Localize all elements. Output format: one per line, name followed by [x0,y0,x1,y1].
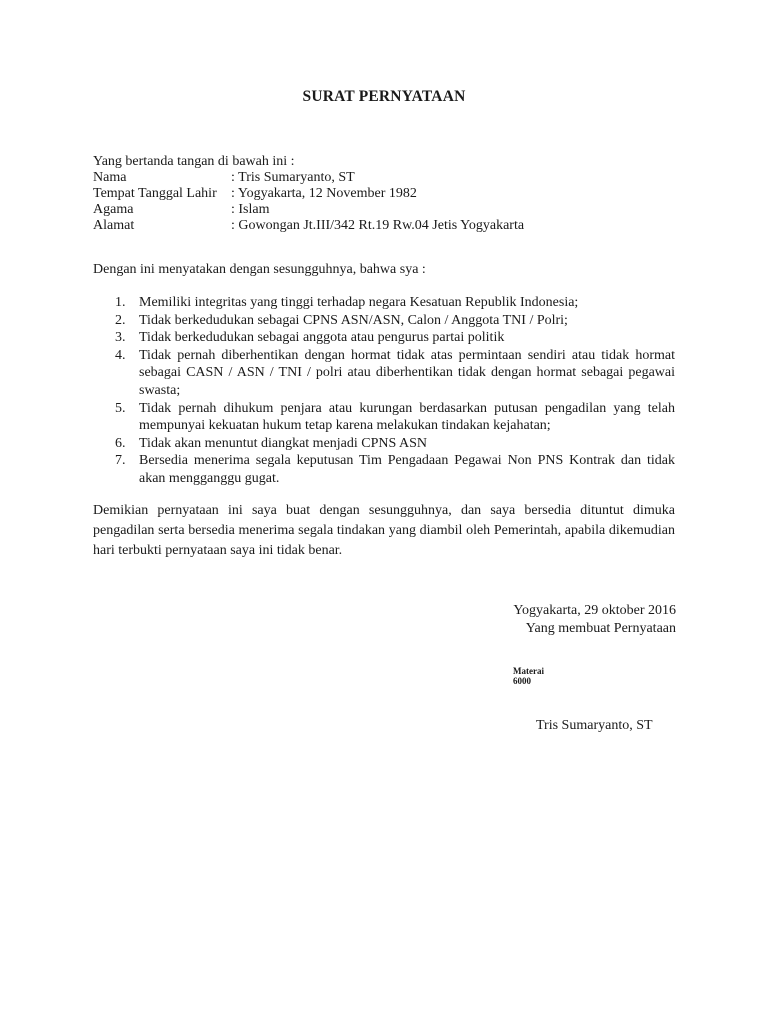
list-text: Tidak pernah diberhentikan dengan hormat tidak atas permintaan sendiri atau tidak hormat sebagai CASN / ASN / TNI / polri atau diberhentikan tidak dengan hormat sebagai pegawai swasta; [139,347,675,398]
identity-label: Agama [93,202,134,217]
identity-label: Tempat Tanggal Lahir [93,186,217,201]
identity-value: : Tris Sumaryanto, ST [231,170,355,185]
document-title: SURAT PERNYATAAN [302,88,466,105]
signer-name: Tris Sumaryanto, ST [536,718,653,733]
list-text: Tidak berkedudukan sebagai CPNS ASN/ASN, Calon / Anggota TNI / Polri; [139,312,568,328]
list-text: Bersedia menerima segala keputusan Tim Pengadaan Pegawai Non PNS Kontrak dan tidak akan mengganggu gugat. [139,453,675,486]
intro-text: Yang bertanda tangan di bawah ini : [93,154,295,169]
list-text: Tidak berkedudukan sebagai anggota atau pengurus partai politik [139,330,505,346]
identity-label: Alamat [93,218,135,233]
list-number: 2. [115,312,126,328]
list-text: Tidak akan menuntut diangkat menjadi CPNS ASN [139,435,428,451]
identity-block [93,170,524,234]
identity-value: : Gowongan Jt.III/342 Rt.19 Rw.04 Jetis Yogyakarta [231,218,525,233]
list-number: 1. [115,295,126,310]
closing-paragraph: Demikian pernyataan ini saya buat dengan sesungguhnya, dan saya bersedia dituntut dimuka pengadilan serta bersedia menerima segala tindakan yang diambil oleh Pemerintah, apabila dikemudian hari terbukti pernyataan saya ini tidak benar. [93,503,675,558]
list-item [93,329,675,347]
list-number: 6. [115,435,126,451]
list-number: 3. [115,330,126,346]
identity-row-religion [93,202,524,218]
identity-label: Nama [93,170,127,185]
identity-row-address [93,218,524,234]
list-text: Memiliki integritas yang tinggi terhadap negara Kesatuan Republik Indonesia; [139,295,579,310]
list-item [93,294,675,312]
stamp-label [513,666,544,686]
list-number: 5. [115,400,126,416]
list-number: 4. [115,347,126,363]
signature-header [513,602,676,638]
stamp-line: Materai [513,666,544,676]
identity-value: : Yogyakarta, 12 November 1982 [231,186,417,201]
list-item [93,452,675,487]
statement-list [93,294,675,488]
list-item [93,347,675,400]
identity-value: : Islam [231,202,270,217]
statement-intro: Dengan ini menyatakan dengan sesungguhnya, bahwa sya : [93,262,426,277]
identity-row-name [93,170,524,186]
list-number: 7. [115,453,126,469]
place-date: Yogyakarta, 29 oktober 2016 [513,603,676,618]
list-item [93,435,675,453]
identity-row-birth [93,186,524,202]
list-text: Tidak pernah dihukum penjara atau kurungan berdasarkan putusan pengadilan yang telah mempunyai kekuatan hukum tetap karena melakukan tindakan kejahatan; [139,400,675,434]
list-item [93,312,675,330]
stamp-value: 6000 [513,676,531,686]
list-item [93,400,675,435]
maker-label: Yang membuat Pernyataan [525,621,676,636]
